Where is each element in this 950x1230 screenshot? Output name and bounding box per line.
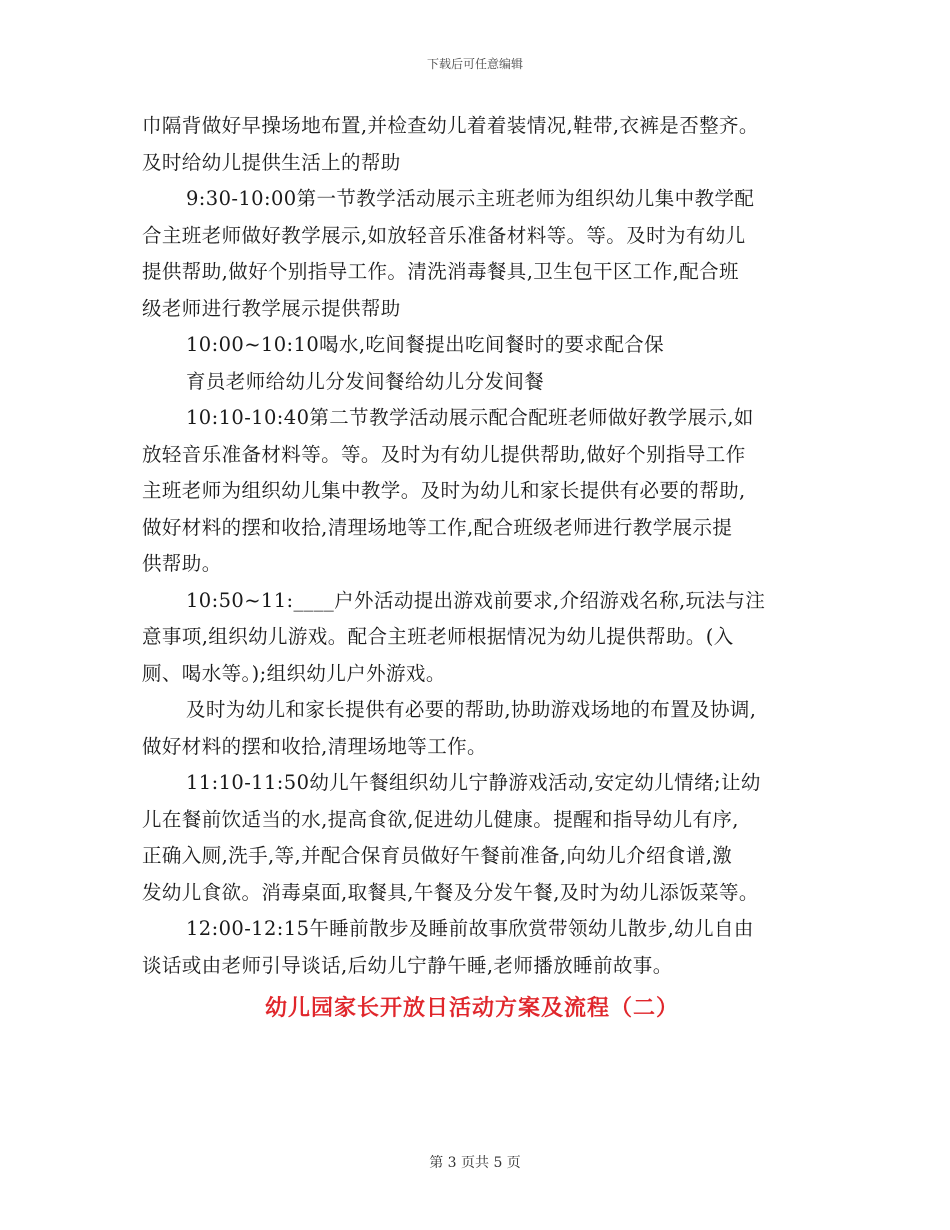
text-line: 厕、喝水等。);组织幼儿户外游戏。 bbox=[142, 661, 446, 685]
text-line: 10:10-10:40第二节教学活动展示配合配班老师做好教学展示,如 bbox=[186, 406, 754, 429]
text-line: 正确入厕,洗手,等,并配合保育员做好午餐前准备,向幼儿介绍食谱,激 bbox=[142, 844, 733, 867]
text-line: 做好材料的摆和收拾,清理场地等工作,配合班级老师进行教学展示提 bbox=[142, 515, 733, 539]
page-header: 下载后可任意编辑 bbox=[426, 57, 523, 71]
text-line: 意事项,组织幼儿游戏。配合主班老师根据情况为幼儿提供帮助。(入 bbox=[142, 625, 734, 648]
text-line: 10:00~10:10喝水,吃间餐提出吃间餐时的要求配合保 bbox=[186, 333, 665, 356]
text-line: 及时给幼儿提供生活上的帮助 bbox=[142, 150, 401, 174]
text-line: 做好材料的摆和收拾,清理场地等工作。 bbox=[142, 734, 487, 758]
text-line: 9:30-10:00第一节教学活动展示主班老师为组织幼儿集中教学配 bbox=[186, 187, 755, 210]
text-line: 11:10-11:50幼儿午餐组织幼儿宁静游戏活动,安定幼儿情绪;让幼 bbox=[186, 771, 761, 794]
text-line: 提供帮助,做好个别指导工作。清洗消毒餐具,卫生包干区工作,配合班 bbox=[142, 260, 739, 283]
text-line: 儿在餐前饮适当的水,提高食欲,促进幼儿健康。提醒和指导幼儿有序, bbox=[142, 807, 739, 831]
document-body bbox=[142, 108, 822, 1028]
section-title: 幼儿园家长开放日活动方案及流程（二） bbox=[264, 995, 679, 1021]
text-line: 发幼儿食欲。消毒桌面,取餐具,午餐及分发午餐,及时为幼儿添饭菜等。 bbox=[142, 880, 759, 904]
text-line: 10:50~11:____户外活动提出游戏前要求,介绍游戏名称,玩法与注 bbox=[186, 588, 766, 612]
text-line: 主班老师为组织幼儿集中教学。及时为幼儿和家长提供有必要的帮助, bbox=[142, 479, 746, 502]
paragraph-lines bbox=[142, 108, 822, 984]
page-footer: 第 3 页共 5 页 bbox=[429, 1155, 521, 1171]
text-line: 谈话或由老师引导谈话,后幼儿宁静午睡,老师播放睡前故事。 bbox=[142, 953, 673, 977]
text-line: 合主班老师做好教学展示,如放轻音乐准备材料等。等。及时为有幼儿 bbox=[142, 223, 746, 247]
text-line: 级老师进行教学展示提供帮助 bbox=[142, 296, 401, 320]
text-line: 放轻音乐准备材料等。等。及时为有幼儿提供帮助,做好个别指导工作 bbox=[142, 442, 746, 466]
text-line: 育员老师给幼儿分发间餐给幼儿分发间餐 bbox=[186, 369, 545, 393]
text-line: 12:00-12:15午睡前散步及睡前故事欣赏带领幼儿散步,幼儿自由 bbox=[186, 917, 754, 940]
text-line: 供帮助。 bbox=[142, 552, 222, 575]
text-line: 巾隔背做好早操场地布置,并检查幼儿着着装情况,鞋带,衣裤是否整齐。 bbox=[142, 114, 759, 137]
text-line: 及时为幼儿和家长提供有必要的帮助,协助游戏场地的布置及协调, bbox=[186, 698, 757, 721]
